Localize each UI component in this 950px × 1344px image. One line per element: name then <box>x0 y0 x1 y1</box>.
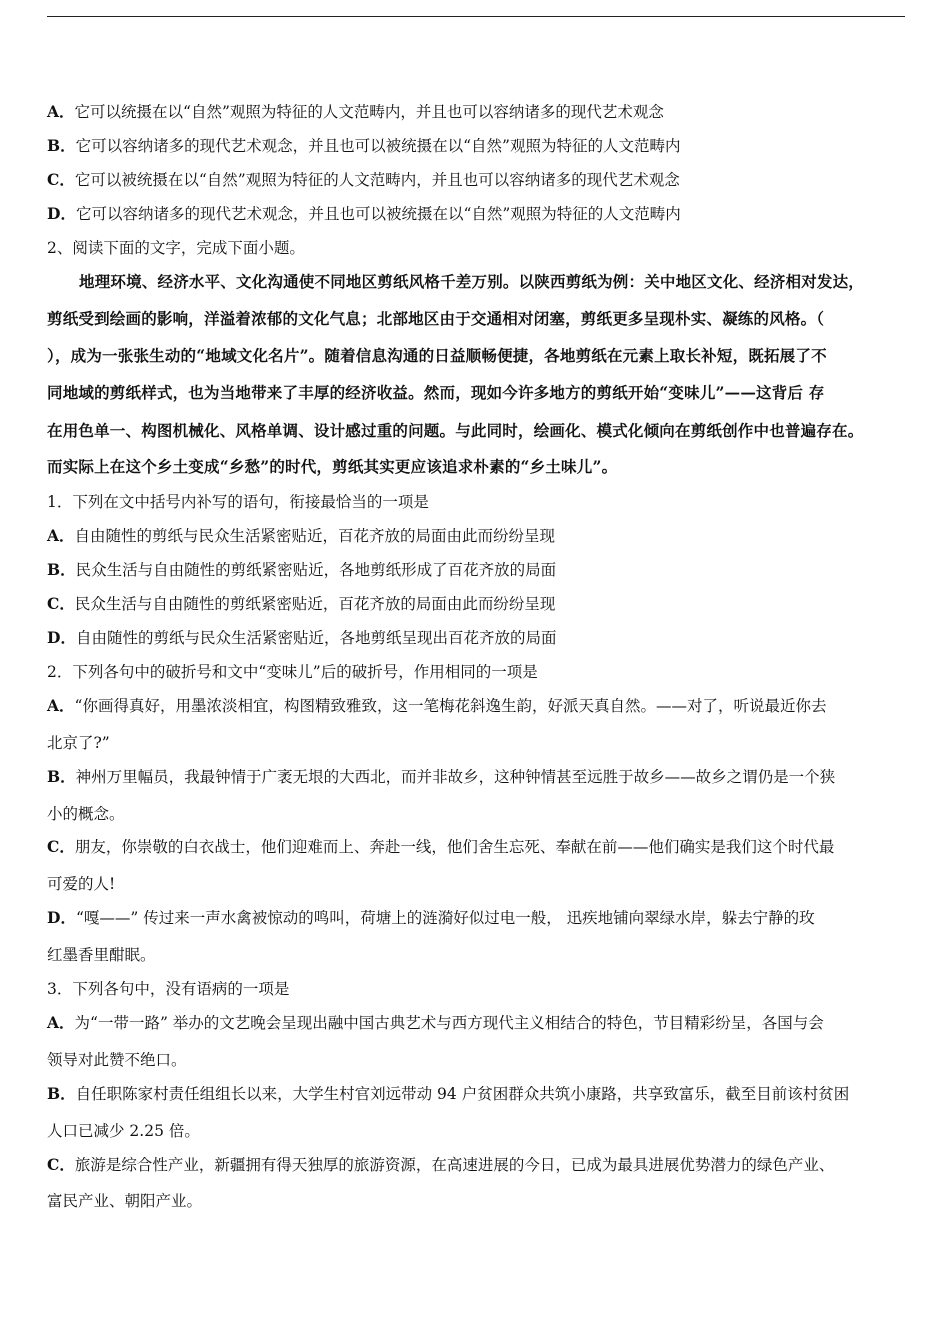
q1-option-b: B．民众生活与自由随性的剪纸紧密贴近，各地剪纸形成了百花齐放的局面 <box>47 560 557 579</box>
q3-option-c: C．旅游是综合性产业，新疆拥有得天独厚的旅游资源，在高速进展的今日，已成为最具进展优势潜力的绿色产业、 <box>47 1155 835 1174</box>
question-3-stem: 3．下列各句中，没有语病的一项是 <box>47 980 290 998</box>
section-heading: 2、阅读下面的文字，完成下面小题。 <box>47 239 305 257</box>
q2-option-a-cont: 北京了?” <box>47 734 110 752</box>
header-rule <box>47 16 905 17</box>
q2-option-d-cont: 红墨香里酣眠。 <box>47 946 156 964</box>
q2-option-c: C．朋友，你崇敬的白衣战士，他们迎难而上、奔赴一线，他们舍生忘死、奉献在前——他们确实是我们这个时代最 <box>47 837 835 856</box>
q2-option-c-cont: 可爱的人! <box>47 875 116 893</box>
passage-line: 同地域的剪纸样式，也为当地带来了丰厚的经济收益。然而，现如今许多地方的剪纸开始“变味儿”——这背后 存 <box>47 383 825 402</box>
q3-option-c-cont: 富民产业、朝阳产业。 <box>47 1192 203 1210</box>
passage-line: 剪纸受到绘画的影响，洋溢着浓郁的文化气息；北部地区由于交通相对闭塞，剪纸更多呈现朴实、凝练的风格。（ <box>47 309 825 328</box>
q2-option-d: D．“嘎——” 传过来一声水禽被惊动的鸣叫，荷塘上的涟漪好似过电一般， 迅疾地铺向翠绿水岸，躲去宁静的玫 <box>47 908 815 927</box>
q2-option-b-cont: 小的概念。 <box>47 805 125 823</box>
option-c: C．它可以被统摄在以“自然”观照为特征的人文范畴内，并且也可以容纳诸多的现代艺术观念 <box>47 170 680 189</box>
option-d: D．它可以容纳诸多的现代艺术观念，并且也可以被统摄在以“自然”观照为特征的人文范畴内 <box>47 204 681 223</box>
option-a: A．它可以统摄在以“自然”观照为特征的人文范畴内，并且也可以容纳诸多的现代艺术观念 <box>47 102 664 121</box>
q3-option-a: A．为“一带一路” 举办的文艺晚会呈现出融中国古典艺术与西方现代主义相结合的特色，节目精彩纷呈，各国与会 <box>47 1013 824 1032</box>
passage-line: 在用色单一、构图机械化、风格单调、设计感过重的问题。与此同时，绘画化、模式化倾向在剪纸创作中也普遍存在。 <box>47 421 864 440</box>
q2-option-a: A．“你画得真好，用墨浓淡相宜，构图精致雅致，这一笔梅花斜逸生韵，好派天真自然。——对了，听说最近你去 <box>47 696 827 715</box>
question-2-stem: 2．下列各句中的破折号和文中“变味儿”后的破折号，作用相同的一项是 <box>47 663 538 681</box>
passage-line: 而实际上在这个乡土变成“乡愁”的时代，剪纸其实更应该追求朴素的“乡土味儿”。 <box>47 457 618 476</box>
q2-option-b: B．神州万里幅员，我最钟情于广袤无垠的大西北，而并非故乡，这种钟情甚至远胜于故乡——故乡之谓仍是一个狭 <box>47 767 836 786</box>
q3-option-b: B．自任职陈家村责任组组长以来，大学生村官刘远带动 94 户贫困群众共筑小康路，共享致富乐，截至目前该村贫困 <box>47 1084 850 1103</box>
q3-option-b-cont: 人口已减少 2.25 倍。 <box>47 1122 200 1140</box>
option-b: B．它可以容纳诸多的现代艺术观念，并且也可以被统摄在以“自然”观照为特征的人文范畴内 <box>47 136 681 155</box>
q1-option-c: C．民众生活与自由随性的剪纸紧密贴近，百花齐放的局面由此而纷纷呈现 <box>47 594 556 613</box>
q1-option-a: A．自由随性的剪纸与民众生活紧密贴近，百花齐放的局面由此而纷纷呈现 <box>47 526 556 545</box>
question-1-stem: 1．下列在文中括号内补写的语句，衔接最恰当的一项是 <box>47 493 429 511</box>
q3-option-a-cont: 领导对此赞不绝口。 <box>47 1051 187 1069</box>
passage-line: 地理环境、经济水平、文化沟通使不同地区剪纸风格千差万别。以陕西剪纸为例：关中地区文化、经济相对发达， <box>79 272 865 291</box>
passage-line: ），成为一张张生动的“地域文化名片”。随着信息沟通的日益顺畅便捷，各地剪纸在元素上取长补短，既拓展了不 <box>47 346 827 365</box>
q1-option-d: D．自由随性的剪纸与民众生活紧密贴近，各地剪纸呈现出百花齐放的局面 <box>47 628 557 647</box>
